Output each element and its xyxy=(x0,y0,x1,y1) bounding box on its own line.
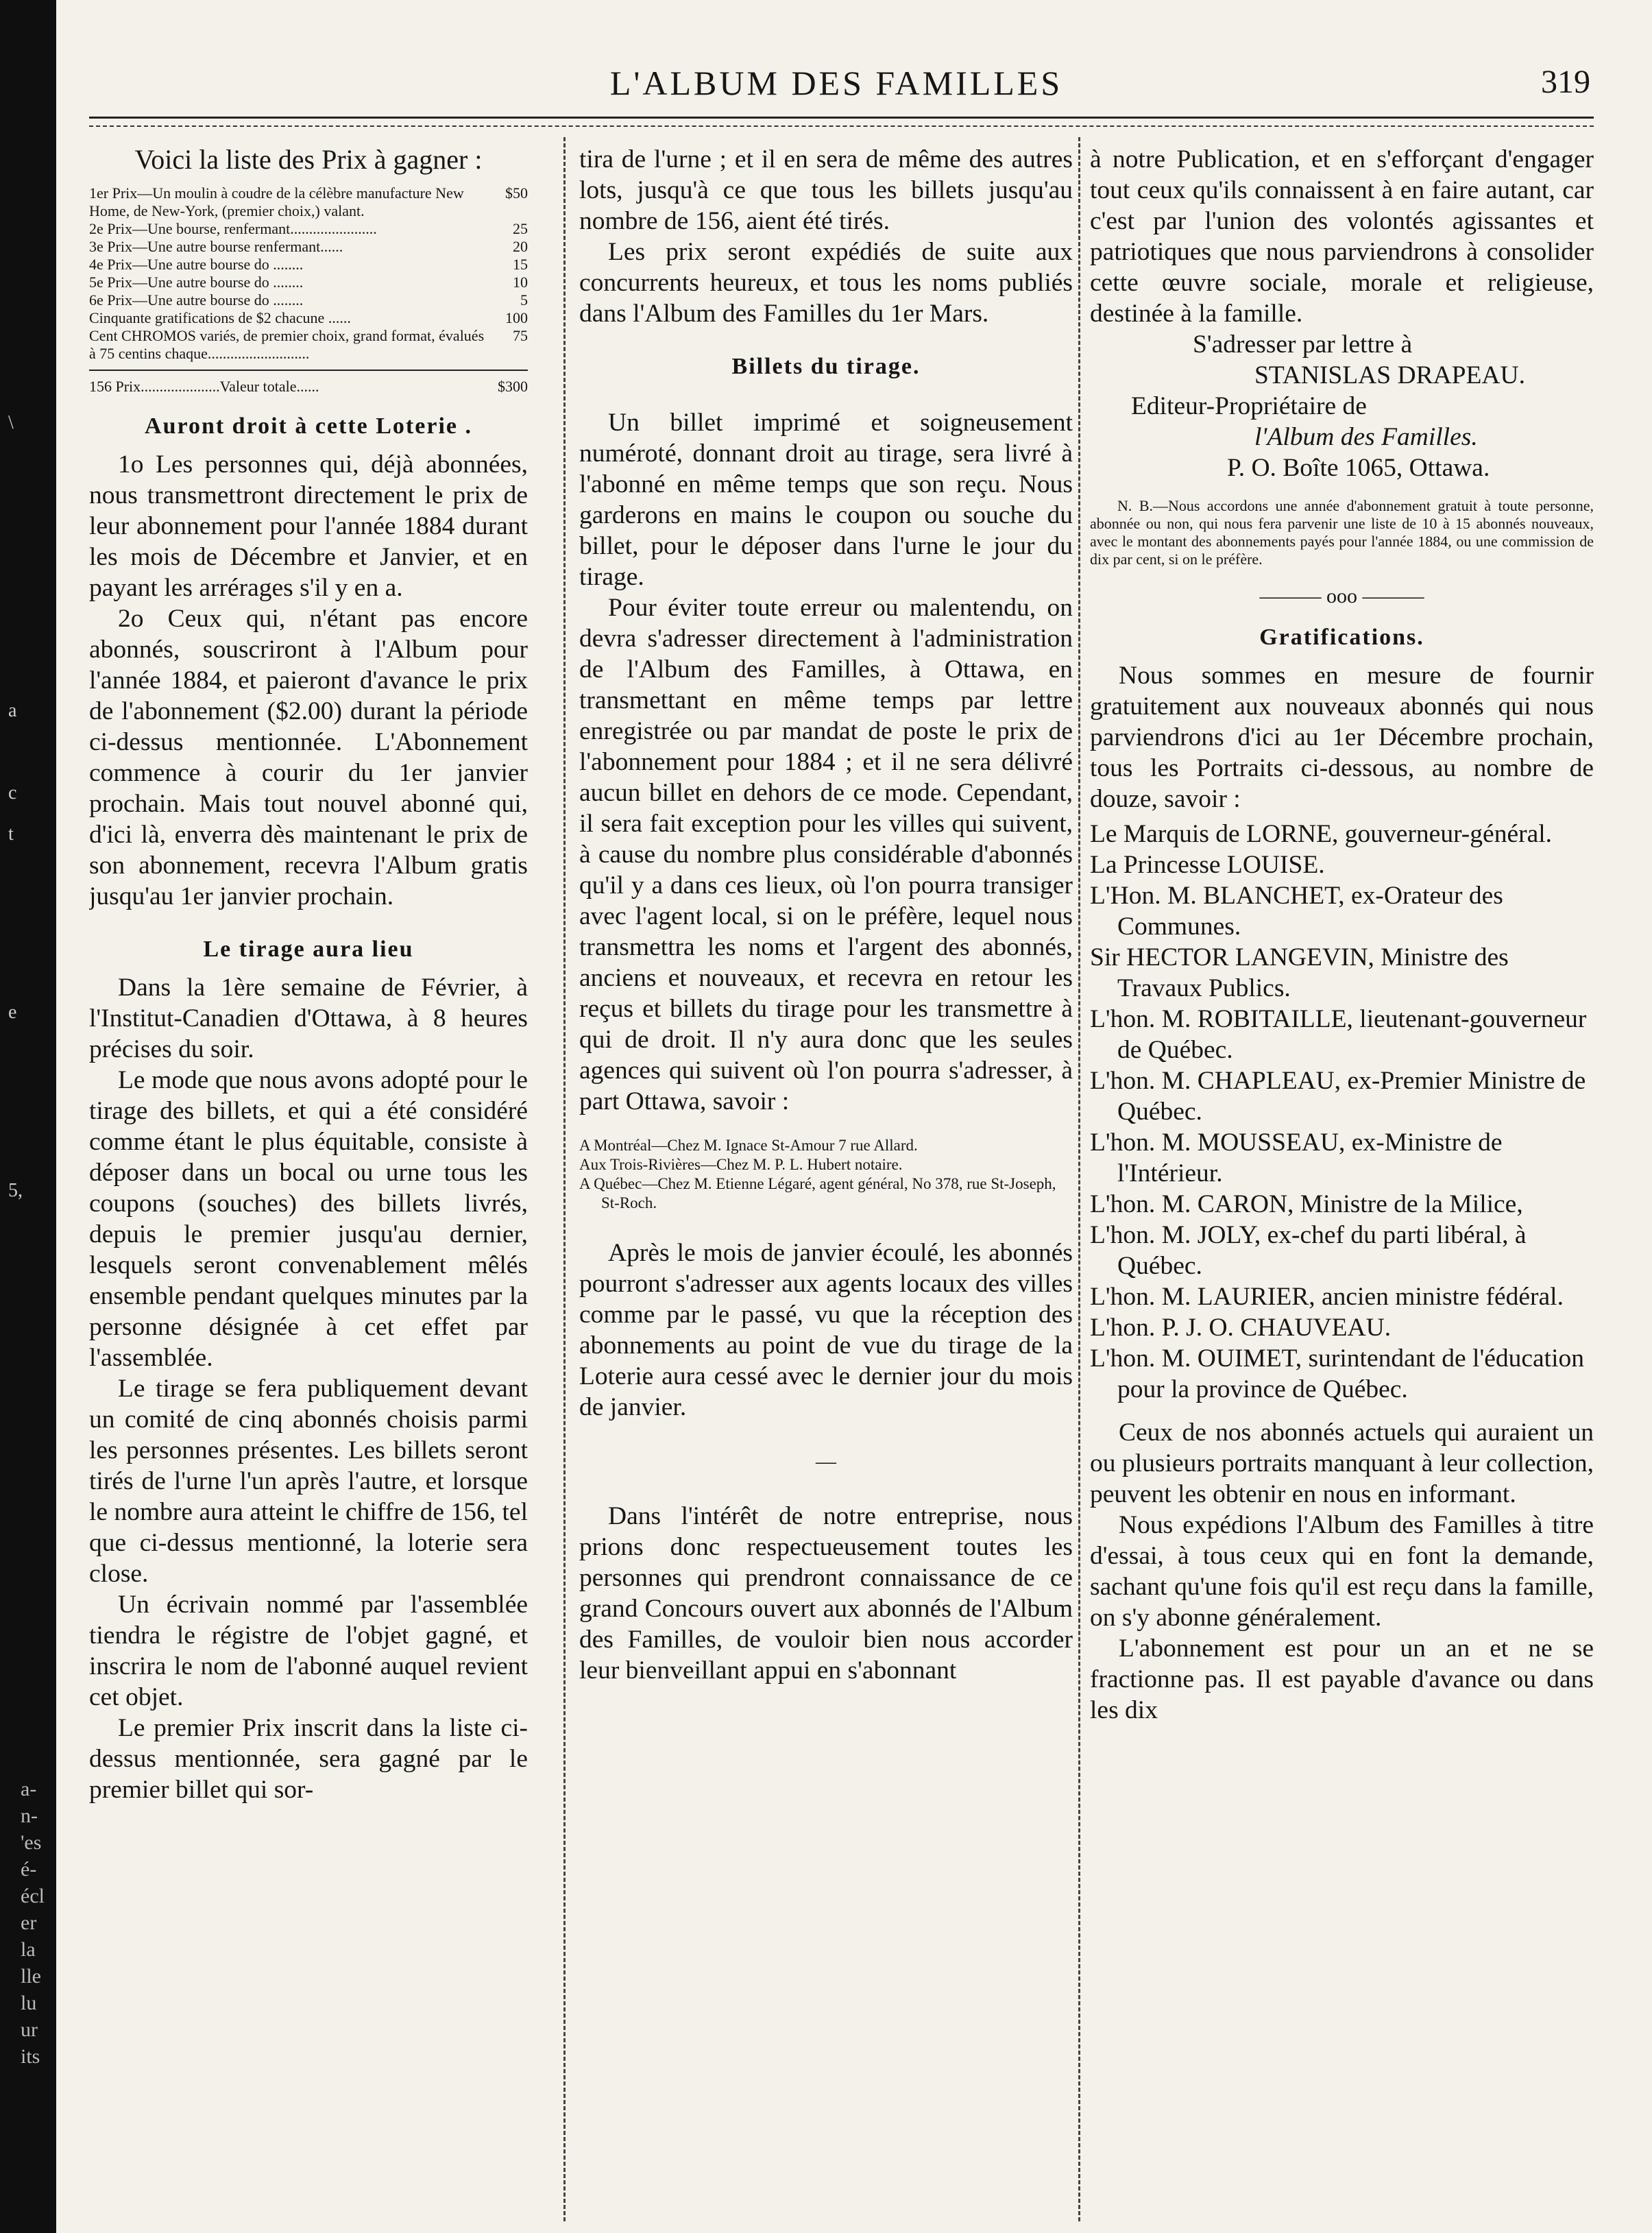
agent-list xyxy=(579,1136,1073,1213)
margin-frag: a xyxy=(8,700,17,721)
margin-frag: 5, xyxy=(8,1180,23,1201)
signature-line: l'Album des Familles. xyxy=(1254,423,1478,451)
ornament: ——— ooo ——— xyxy=(1259,585,1424,607)
paragraph: Les prix seront expédiés de suite aux concurrents heureux, et tous les noms publiés dans l'Album des Familles du 1er Mars. xyxy=(579,238,1073,328)
paragraph: à notre Publication, et en s'efforçant d'engager tout ceux qu'ils connaissent à en faire autant, car c'est par l'union des volontés agissantes et patriotiques que nous parviendrons à consolider cette œuvre sociale, morale et religieuse, destinée à la famille. xyxy=(1090,145,1594,328)
margin-frag: la xyxy=(21,1938,36,1961)
total-rule xyxy=(89,370,528,371)
portrait-item: L'hon. M. OUIMET, surintendant de l'éducation pour la province de Québec. xyxy=(1090,1344,1584,1403)
section-heading: Billets du tirage. xyxy=(731,354,921,379)
paragraph: Le tirage se fera publiquement devant un comité de cinq abonnés choisis parmi les personnes présentes. Les billets seront tirés de l'urne l'un après l'autre, et lorsque le nombre aura atteint le chiffre de 156, tel que ci-dessus mentionné, la loterie sera close. xyxy=(89,1375,528,1588)
signature-line: Editeur-Propriétaire de xyxy=(1131,392,1367,420)
paragraph: Ceux de nos abonnés actuels qui auraient un ou plusieurs portraits manquant à leur collection, peuvent les obtenir en nous en informant. xyxy=(1090,1419,1594,1508)
margin-frag: t xyxy=(8,823,14,845)
page-header xyxy=(82,59,1590,114)
column-2 xyxy=(579,144,1073,2214)
prize-row xyxy=(89,238,528,256)
paragraph: 1o Les personnes qui, déjà abonnées, nous transmettront directement le prix de leur abonnement pour l'année 1884 durant les mois de Décembre et Janvier, et en payant les arrérages s'il y en a. xyxy=(89,450,528,602)
signature-line: S'adresser par lettre à xyxy=(1193,330,1413,359)
left-margin-fragments xyxy=(8,411,51,1988)
prize-value: 10 xyxy=(513,274,528,291)
section-heading: Gratifications. xyxy=(1259,625,1424,650)
signature-block xyxy=(1090,329,1594,483)
prize-label: 3e Prix—Une autre bourse renfermant...... xyxy=(89,238,343,255)
agent-entry: A Québec—Chez M. Etienne Légaré, agent général, No 378, rue St-Joseph, St-Roch. xyxy=(579,1175,1056,1211)
portrait-item: L'hon. M. CARON, Ministre de la Milice, xyxy=(1090,1190,1523,1218)
prize-row xyxy=(89,291,528,309)
margin-frag: er xyxy=(21,1911,37,1934)
prize-value: 5 xyxy=(520,291,528,309)
paragraph: Dans la 1ère semaine de Février, à l'Institut-Canadien d'Ottawa, à 8 heures précises du soir. xyxy=(89,974,528,1063)
portrait-item: L'hon. M. ROBITAILLE, lieutenant-gouverneur de Québec. xyxy=(1090,1005,1587,1064)
running-title: L'ALBUM DES FAMILLES xyxy=(609,64,1063,102)
margin-frag: its xyxy=(21,2045,40,2068)
prize-value: 100 xyxy=(505,309,528,326)
column-divider xyxy=(563,137,566,2221)
page-number: 319 xyxy=(1541,64,1590,100)
prize-total-value: $300 xyxy=(498,378,528,395)
prize-label: Cent CHROMOS variés, de premier choix, grand format, évalués à 75 centins chaque........................... xyxy=(89,327,485,362)
margin-frag: \ xyxy=(8,412,14,433)
agent-entry: Aux Trois-Rivières—Chez M. P. L. Hubert notaire. xyxy=(579,1156,903,1173)
prize-label: 4e Prix—Une autre bourse do ........ xyxy=(89,256,304,273)
portrait-list xyxy=(1090,819,1594,1405)
column-divider xyxy=(1078,137,1080,2221)
agent-entry: A Montréal—Chez M. Ignace St-Amour 7 rue Allard. xyxy=(579,1137,918,1154)
paragraph: Après le mois de janvier écoulé, les abonnés pourront s'adresser aux agents locaux des villes comme par le passé, vu que la réception des abonnements au point de vue du tirage de la Loterie aura cessé avec le dernier jour du mois de janvier. xyxy=(579,1239,1073,1421)
separator: — xyxy=(816,1450,836,1473)
paragraph: Le mode que nous avons adopté pour le tirage des billets, et qui a été considéré comme étant le plus équitable, consiste à déposer dans un bocal ou urne tous les coupons (souches) des billets livrés, depuis le premier jusqu'au dernier, lesquels seront convenablement mêlés ensemble pendant quelques minutes par la personne désignée à cet effet par l'assemblée. xyxy=(89,1066,528,1372)
paragraph: Nous sommes en mesure de fournir gratuitement aux nouveaux abonnés qui nous parviendrons d'ici au 1er Décembre prochain, tous les Portraits ci-dessous, au nombre de douze, savoir : xyxy=(1090,662,1594,813)
prize-list-heading: Voici la liste des Prix à gagner : xyxy=(134,144,483,175)
portrait-item: L'hon. P. J. O. CHAUVEAU. xyxy=(1090,1314,1392,1342)
prize-row xyxy=(89,327,528,363)
prize-row xyxy=(89,309,528,327)
prize-row xyxy=(89,256,528,274)
margin-frag: lu xyxy=(21,1992,37,2014)
paragraph: Un écrivain nommé par l'assemblée tiendra le régistre de l'objet gagné, et inscrira le nom de l'abonné auquel revient cet objet. xyxy=(89,1591,528,1711)
margin-frag: écl xyxy=(21,1885,45,1907)
prize-label: Cinquante gratifications de $2 chacune ...... xyxy=(89,309,351,326)
portrait-item: L'hon. M. MOUSSEAU, ex-Ministre de l'Intérieur. xyxy=(1090,1128,1503,1187)
portrait-item: L'hon. M. LAURIER, ancien ministre fédéral. xyxy=(1090,1283,1564,1311)
paragraph: Pour éviter toute erreur ou malentendu, on devra s'adresser directement à l'administration de l'Album des Familles, à Ottawa, en transmettant en même temps par lettre enregistrée ou par mandat de poste le prix de l'abonnement pour 1884 ; et il ne sera délivré aucun billet en dehors de ce mode. Cependant, il sera fait exception pour les villes qui suivent, à cause du nombre plus considérable d'abonnés qu'il y a dans ces lieux, où l'on pourra transiger avec l'agent local, si on le préfère, lequel nous transmettra les noms et l'argent des abonnés, anciens et nouveaux, et recevra en retour les reçus et billets du tirage pour les transmettre à qui de droit. Il n'y aura donc que les seules agences qui suivent où l'on pourra s'adresser, à part Ottawa, savoir : xyxy=(579,594,1073,1115)
prize-value: 25 xyxy=(513,220,528,237)
paragraph: Le premier Prix inscrit dans la liste ci-dessus mentionnée, sera gagné par le premier billet qui sor- xyxy=(89,1714,528,1804)
paragraph: L'abonnement est pour un an et ne se fractionne pas. Il est payable d'avance ou dans les dix xyxy=(1090,1634,1594,1724)
prize-total-row xyxy=(89,378,528,396)
portrait-item: La Princesse LOUISE. xyxy=(1090,851,1325,879)
prize-label: 5e Prix—Une autre bourse do ........ xyxy=(89,274,304,291)
section-heading: Auront droit à cette Loterie . xyxy=(145,413,472,439)
margin-frag: 'es xyxy=(21,1831,42,1854)
prize-row xyxy=(89,274,528,291)
portrait-item: L'hon. M. JOLY, ex-chef du parti libéral, à Québec. xyxy=(1090,1221,1527,1280)
paragraph: tira de l'urne ; et il en sera de même des autres lots, jusqu'à ce que tous les billets jusqu'au nombre de 156, aient été tirés. xyxy=(579,145,1073,235)
paragraph: Un billet imprimé et soigneusement numéroté, donnant droit au tirage, sera livré à l'abonné en même temps que son reçu. Nous garderons en mains le coupon ou souche du billet, pour le déposer dans l'urne le jour du tirage. xyxy=(579,409,1073,591)
portrait-item: Le Marquis de LORNE, gouverneur-général. xyxy=(1090,820,1553,848)
nota-bene: N. B.—Nous accordons une année d'abonnement gratuit à toute personne, abonnée ou non, qui nous fera parvenir une liste de 10 à 15 abonnés nouveaux, avec le montant des abonnements payés pour l'année 1884, ou une commission de dix par cent, si on le préfère. xyxy=(1090,497,1594,568)
paragraph: Dans l'intérêt de notre entreprise, nous prions donc respectueusement toutes les personnes qui prendront connaissance de ce grand Concours ouvert aux abonnés de l'Album des Familles, de vouloir bien nous accorder leur bienveillant appui en s'abonnant xyxy=(579,1502,1073,1685)
portrait-item: Sir HECTOR LANGEVIN, Ministre des Travaux Publics. xyxy=(1090,943,1509,1002)
prize-label: 6e Prix—Une autre bourse do ........ xyxy=(89,291,304,309)
margin-frag: ur xyxy=(21,2018,38,2041)
column-1 xyxy=(89,144,528,2214)
prize-list xyxy=(89,184,528,396)
margin-frag: e xyxy=(8,1002,17,1023)
prize-total-label: 156 Prix.....................Valeur totale...... xyxy=(89,378,319,395)
signature-line: P. O. Boîte 1065, Ottawa. xyxy=(1227,454,1490,482)
margin-frag: é- xyxy=(21,1858,37,1881)
prize-label: 1er Prix—Un moulin à coudre de la célèbre manufacture New Home, de New-York, (premier choix,) valant. xyxy=(89,184,464,219)
paragraph: Nous expédions l'Album des Familles à titre d'essai, à tous ceux qui en font la demande, sachant qu'une fois qu'il est reçu dans la famille, on s'y abonne généralement. xyxy=(1090,1511,1594,1632)
prize-value: $50 xyxy=(505,184,528,202)
prize-row xyxy=(89,184,528,220)
paragraph: 2o Ceux qui, n'étant pas encore abonnés, souscriront à l'Album pour l'année 1884, et paieront d'avance le prix de l'abonnement ($2.00) durant la période ci-dessus mentionnée. L'Abonnement commence à courir du 1er janvier prochain. Mais tout nouvel abonné qui, d'ici là, enverra dès maintenant le prix de son abonnement, recevra l'Album gratis jusqu'au 1er janvier prochain. xyxy=(89,605,528,910)
portrait-item: L'Hon. M. BLANCHET, ex-Orateur des Communes. xyxy=(1090,882,1503,941)
margin-frag: n- xyxy=(21,1804,38,1827)
prize-label: 2e Prix—Une bourse, renfermant....................... xyxy=(89,220,377,237)
header-rule xyxy=(89,117,1594,127)
section-heading: Le tirage aura lieu xyxy=(203,937,414,962)
margin-frag: c xyxy=(8,782,17,804)
publisher-name: STANISLAS DRAPEAU. xyxy=(1254,361,1525,389)
left-margin-fragments-lower xyxy=(21,1776,45,2070)
column-3 xyxy=(1090,144,1594,2214)
portrait-item: L'hon. M. CHAPLEAU, ex-Premier Ministre de Québec. xyxy=(1090,1067,1586,1126)
margin-frag: a- xyxy=(21,1778,37,1800)
prize-row xyxy=(89,220,528,238)
prize-value: 75 xyxy=(513,327,528,344)
prize-value: 15 xyxy=(513,256,528,273)
margin-frag: lle xyxy=(21,1965,41,1988)
prize-value: 20 xyxy=(513,238,528,255)
